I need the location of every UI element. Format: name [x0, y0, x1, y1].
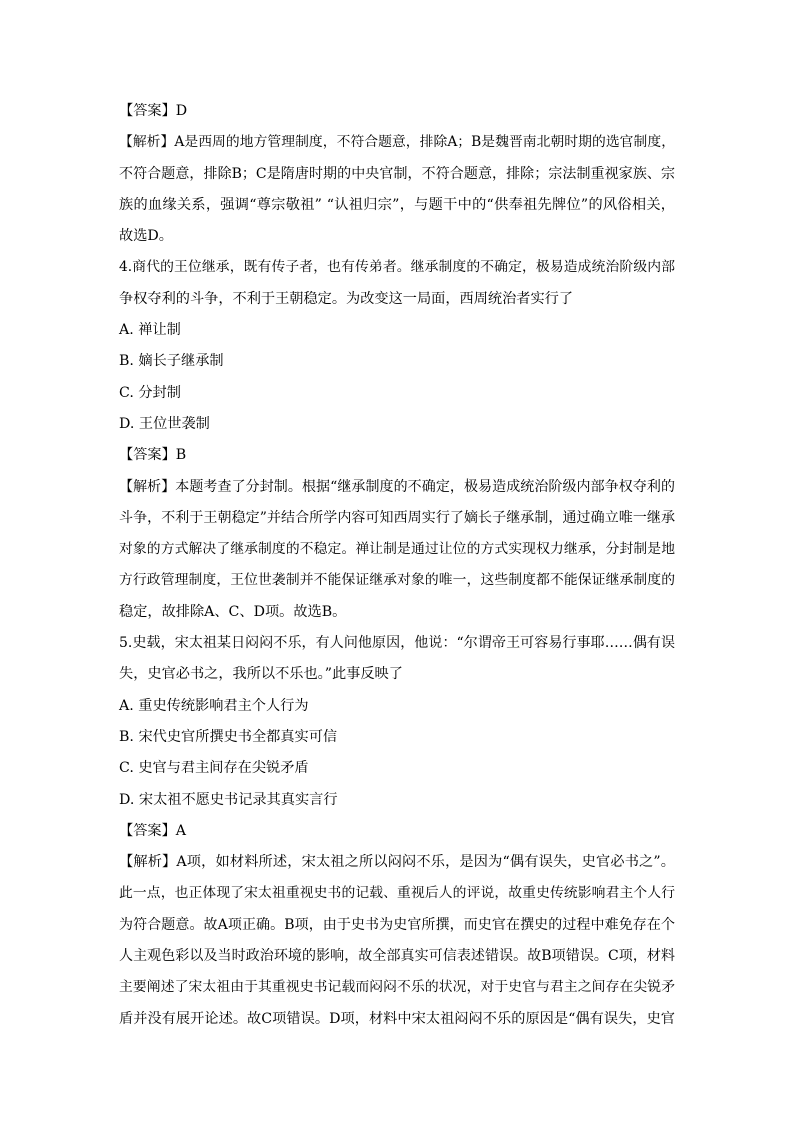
question-5-option-b: B. 宋代史官所撰史书全都真实可信 — [119, 728, 338, 745]
question-4-stem: 4.商代的王位继承，既有传子者，也有传弟者。继承制度的不确定，极易造成统治阶级内部 — [119, 259, 675, 276]
analysis-line: 方行政管理制度，王位世袭制并不能保证继承对象的唯一，这些制度都不能保证继承制度的 — [119, 572, 675, 589]
analysis-line: 人主观色彩以及当时政治环境的影响，故全部真实可信表述错误。故B项错误。C项，材料 — [119, 948, 675, 965]
analysis-line: 此一点，也正体现了宋太祖重视史书的记载、重视后人的评说，故重史传统影响君主个人行 — [119, 885, 675, 902]
analysis-line: 族的血缘关系，强调“尊宗敬祖” “认祖归宗”，与题干中的“供奉祖先牌位”的风俗相关， — [119, 196, 675, 213]
answer-line-3: 【答案】D — [119, 103, 188, 119]
analysis-line: 盾并没有展开论述。故C项错误。D项，材料中宋太祖闷闷不乐的原因是“偶有误失，史官 — [119, 1010, 675, 1027]
question-5-stem: 失，史官必书之，我所以不乐也。”此事反映了 — [119, 666, 403, 683]
document-page — [119, 96, 675, 1035]
question-4-option-c: C. 分封制 — [119, 384, 181, 401]
analysis-line: 斗争，不利于王朝稳定”并结合所学内容可知西周实行了嫡长子继承制，通过确立唯一继承 — [119, 509, 675, 526]
analysis-line: 对象的方式解决了继承制度的不稳定。禅让制是通过让位的方式实现权力继承，分封制是地 — [119, 541, 675, 558]
analysis-line: 【解析】A项，如材料所述，宋太祖之所以闷闷不乐，是因为“偶有误失，史官必书之”。 — [119, 854, 675, 871]
question-5-option-c: C. 史官与君主间存在尖锐矛盾 — [119, 760, 309, 777]
question-5-option-d: D. 宋太祖不愿史书记录其真实言行 — [119, 791, 338, 808]
question-4-option-b: B. 嫡长子继承制 — [119, 353, 224, 370]
question-4-option-a: A. 禅让制 — [119, 322, 181, 339]
analysis-line: 不符合题意，排除B；C是隋唐时期的中央官制，不符合题意，排除；宗法制重视家族、宗 — [119, 165, 675, 182]
analysis-line: 主要阐述了宋太祖由于其重视史书记载而闷闷不乐的状况，对于史官与君主之间存在尖锐矛 — [119, 979, 675, 996]
analysis-line: 稳定，故排除A、C、D项。故选B。 — [119, 603, 347, 620]
question-4-stem: 争权夺利的斗争，不利于王朝稳定。为改变这一局面，西周统治者实行了 — [119, 290, 574, 307]
question-4-option-d: D. 王位世袭制 — [119, 415, 210, 432]
analysis-line: 【解析】A是西周的地方管理制度，不符合题意，排除A；B是魏晋南北朝时期的选官制度， — [119, 134, 675, 151]
question-5-option-a: A. 重史传统影响君主个人行为 — [119, 697, 309, 714]
analysis-line: 【解析】本题考查了分封制。根据“继承制度的不确定，极易造成统治阶级内部争权夺利的 — [119, 478, 675, 495]
question-5-stem: 5.史载，宋太祖某日闷闷不乐，有人问他原因，他说：“尔谓帝王可容易行事耶……偶有误 — [119, 635, 675, 652]
analysis-line: 故选D。 — [119, 228, 173, 245]
analysis-line: 为符合题意。故A项正确。B项，由于史书为史官所撰，而史官在撰史的过程中难免存在个 — [119, 916, 675, 933]
answer-line-4: 【答案】B — [119, 447, 187, 464]
answer-line-5: 【答案】A — [119, 822, 186, 839]
